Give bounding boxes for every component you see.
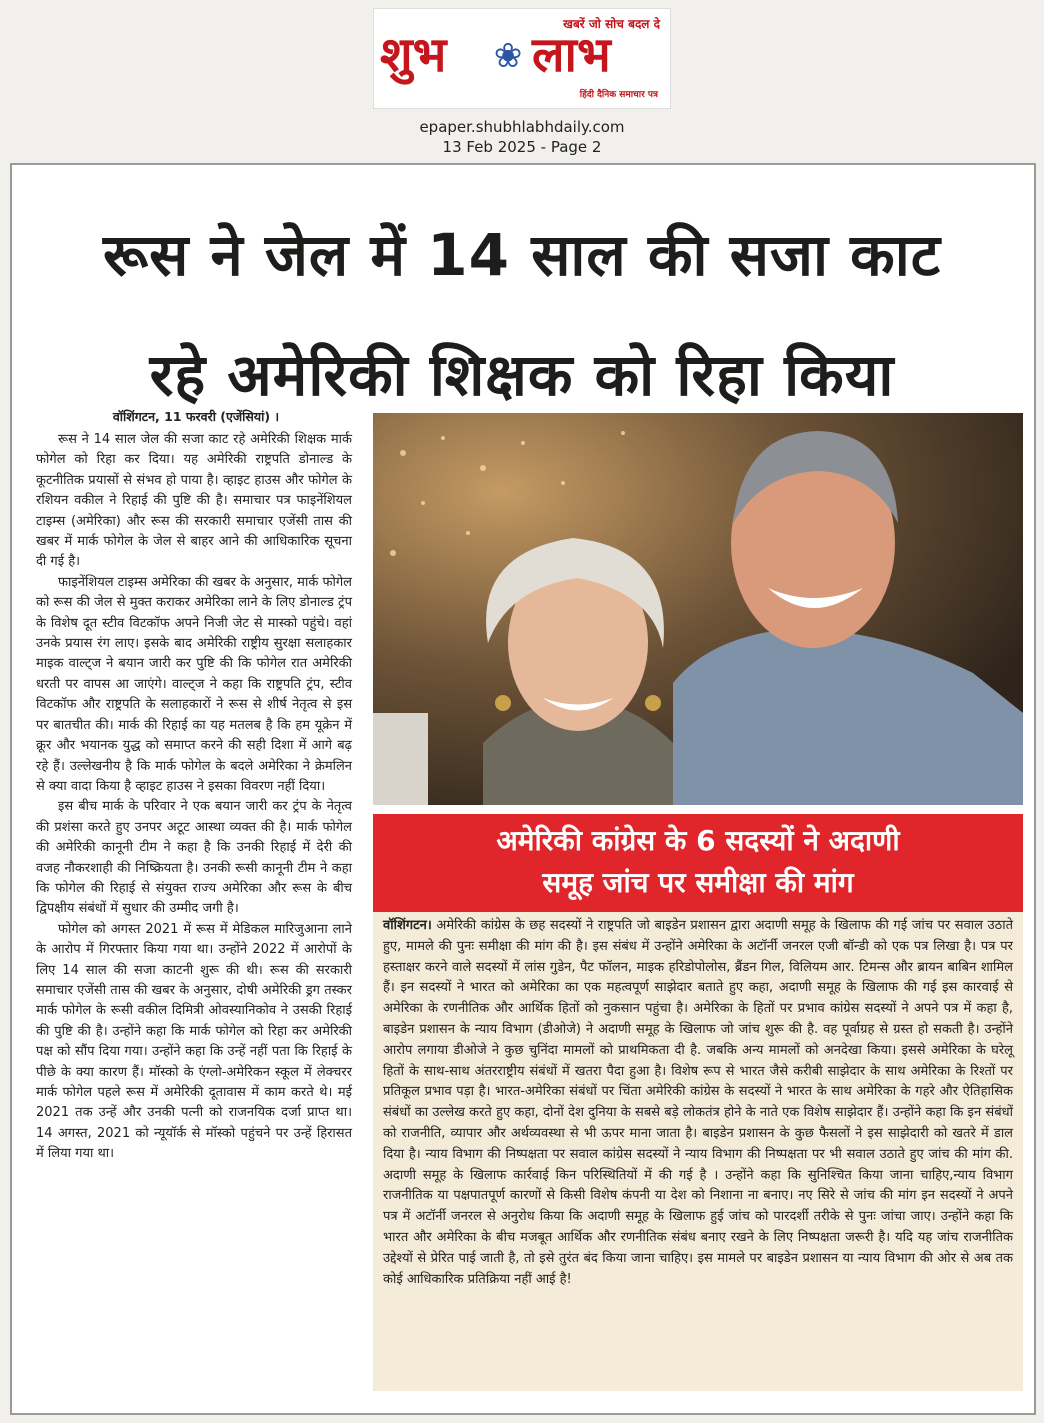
article-body xyxy=(36,430,352,1165)
epaper-url: epaper.shubhlabhdaily.com xyxy=(419,118,625,136)
logo-text-shubh: शुभ xyxy=(380,27,447,83)
article-paragraph: फाइनेंशियल टाइम्स अमेरिका की खबर के अनुसार, मार्क फोगेल को रूस की जेल से मुक्त कराकर अमेरिका लाने के लिए डोनाल्ड ट्रंप के विशेष दूत स्टीव विटकॉफ अपने निजी जेट से मास्को पहुंचे। वहां उनके प्रयास रंग लाए। इसके बाद अमेरिकी राष्ट्रीय सुरक्षा सलाहकार माइक वाल्ट्ज ने बयान जारी कर पुष्टि की कि फोगेल रात अमेरिकी धरती पर वापस आ जाएंगे। वाल्ट्ज ने कहा कि राष्ट्रपति ट्रंप, स्टीव विटकॉफ और राष्ट्रपति के सलाहकारों ने रूस से शीर्ष नेतृत्व से इस पर बातचीत की। मार्क की रिहाई का यह मतलब है कि हम यूक्रेन में क्रूर और भयानक युद्ध को समाप्त करने की सही दिशा में आगे बढ़ रहे हैं। उल्लेखनीय है कि मार्क फोगेल के बदले अमेरिका ने क्रेमलिन से क्या वादा किया है व्हाइट हाउस ने इसका विवरण नहीं दिया। xyxy=(36,574,352,794)
edition-date-page: 13 Feb 2025 - Page 2 xyxy=(442,138,602,156)
second-headline-line-1: अमेरिकी कांग्रेस के 6 सदस्यों ने अदाणी xyxy=(496,824,900,857)
news-photo xyxy=(373,413,1023,805)
article-paragraph: इस बीच मार्क के परिवार ने एक बयान जारी कर ट्रंप के नेतृत्व की प्रशंसा करते हुए उनपर अटूट आस्था व्यक्त की है। मार्क फोगेल की अमेरिकी कानूनी टीम ने कहा है कि उनकी रिहाई में देरी की वजह नौकरशाही की निष्क्रियता है। उनकी रूसी कानूनी टीम ने कहा कि फोगेल की रिहाई से संयुक्त राज्य अमेरिका और रूस के बीच द्विपक्षीय संबंधों में सुधार की उम्मीद जगी है। xyxy=(36,799,352,917)
second-article-text: अमेरिकी कांग्रेस के छह सदस्यों ने राष्ट्रपति जो बाइडेन प्रशासन द्वारा अदाणी समूह के खिलाफ की गई जांच पर सवाल उठाते हुए, मामले की पुनः समीक्षा की मांग की है। इस संबंध में उन्होंने अमेरिका के अटॉर्नी जनरल एजी बॉन्डी को एक पत्र लिखा है। पत्र पर हस्ताक्षर करने वाले सदस्यों में लांस गुडेन, पैट फॉलन, माइक हरिडोपोलोस, ब्रैंडन गिल, विलियम आर. टिमन्स और ब्रायन बाबिन शामिल हैं। इन सदस्यों ने भारत को अमेरिका का एक महत्वपूर्ण साझेदार बताते हुए कहा, अदाणी समूह के खिलाफ की गई इस कारवाई से अमेरिका के रणनीतिक और आर्थिक हितों को नुकसान पहुंचा है। अमेरिका के हितों पर प्रभाव कांग्रेस सदस्यों ने अपने पत्र में कहा है, बाइडेन प्रशासन के न्याय विभाग (डीओजे) ने अदाणी समूह के खिलाफ जो जांच शुरू की है. वह पूर्वाग्रह से ग्रस्त हो सकती है। उन्होंने आरोप लगाया डीओजे ने कुछ चुनिंदा मामलों को प्राथमिकता दी है. जबकि अन्य मामलों को अनदेखा किया। इससे अमेरिका के घरेलू हितों के साथ-साथ अंतरराष्ट्रीय संबंधों में खतरा पैदा हुआ है। विशेष रूप से भारत जैसे करीबी साझेदार के साथ अमेरिका के रिश्तों पर प्रतिकूल प्रभाव पड़ा है। भारत-अमेरिका संबंधों पर चिंता अमेरिकी कांग्रेस के सदस्यों ने भारत के साथ अमेरिका के गहरे और ऐतिहासिक संबंधों का उल्लेख करते हुए कहा, दोनों देश दुनिया के सबसे बड़े लोकतंत्र होने के नाते एक विशेष साझेदार हैं। उन्होंने कहा कि इन संबंधों को राजनीति, व्यापार और अर्थव्यवस्था से भी ऊपर माना जाता है। बाइडेन प्रशासन के कुछ फैसलों ने इस साझेदारी को खतरे में डाल दिया है। न्याय विभाग की निष्पक्षता पर सवाल कांग्रेस सदस्यों ने न्याय विभाग की निष्पक्षता पर भी सवाल उठाते हुए जांच की मांग की. अदाणी समूह के खिलाफ कार्रवाई किन परिस्थितियों में की गई है । उन्होंने कहा कि सुनिश्चित किया जाना चाहिए,न्याय विभाग राजनीतिक या पक्षपातपूर्ण कारणों से किसी विशेष कंपनी या देश को निशाना ना बनाए। नए सिरे से जांच की मांग इन सदस्यों ने अपने पत्र में अटॉर्नी जनरल से अनुरोध किया कि अदाणी समूह के खिलाफ हुई जांच को पारदर्शी तरीके से पुनः जांचा जाए। उन्होंने कहा कि भारत और अमेरिका के बीच मजबूत आर्थिक और रणनीतिक संबंध बनाए रखने के लिए निष्पक्षता जरूरी है। यदि यह जांच राजनीतिक उद्देश्यों से प्रेरित पाई जाती है, तो इसे तुरंत बंद किया जाना चाहिए। इस मामले पर बाइडेन प्रशासन या न्याय विभाग की ओर से अब तक कोई आधिकारिक प्रतिक्रिया नहीं आई है! xyxy=(383,918,1014,1287)
second-article-dateline: वॉशिंगटन। xyxy=(383,918,432,933)
logo-text-labh: लाभ xyxy=(532,27,611,83)
ganesh-icon: ❀ xyxy=(493,36,523,76)
headline-line-1: रूस ने जेल में 14 साल की सजा काट xyxy=(103,221,941,289)
article-paragraph: रूस ने 14 साल जेल की सजा काट रहे अमेरिकी शिक्षक मार्क फोगेल को रिहा कर दिया। यह अमेरिकी राष्ट्रपति डोनाल्ड के कूटनीतिक प्रयासों से संभव हो पाया है। व्हाइट हाउस और फोगेल के रशियन वकील ने रिहाई की पुष्टि की है। समाचार पत्र फाइनेंशियल टाइम्स (अमेरिका) और रूस की सरकारी समाचार एजेंसी तास की खबर में मार्क फोगेल के जेल से बाहर आने की आधिकारिक सूचना दी गई है। xyxy=(36,432,352,570)
headline-line-2: रहे अमेरिकी शिक्षक को रिहा किया xyxy=(149,341,895,409)
article-paragraph: फोगेल को अगस्त 2021 में रूस में मेडिकल मारिजुआना लाने के आरोप में गिरफ्तार किया गया था। उन्होंने 2022 में आरोपों के लिए 14 साल की सजा काटनी शुरू की थी। रूस की सरकारी समाचार एजेंसी तास की खबर के अनुसार, दोषी अमेरिकी ड्रग तस्कर मार्क फोगेल के रूसी वकील दिमित्री ओवस्यानिकोव ने उसकी रिहाई की पुष्टि की है। उन्होंने कहा कि मार्क फोगेल को रिहा कर अमेरिकी पक्ष को सौंप दिया गया। उन्होंने कहा कि उन्हें नहीं पता कि रिहाई के पीछे के क्या कारण हैं। मॉस्को के एंग्लो-अमेरिकन स्कूल में लेक्चरर मार्क फोगेल पहले रूस में अमेरिकी दूतावास में काम करते थे। मई 2021 तक उन्हें और उनकी पत्नी को राजनयिक दर्जा प्राप्त था। 14 अगस्त, 2021 को न्यूयॉर्क से मॉस्को पहुंचने पर उन्हें हिरासत में लिया गया था। xyxy=(36,921,352,1162)
photo-illustration xyxy=(373,413,1023,805)
second-article-headline xyxy=(373,814,1023,912)
masthead-tagline: खबरें जो सोच बदल दे xyxy=(563,17,660,31)
second-article-body xyxy=(373,912,1023,1391)
dateline: वॉशिंगटन, 11 फरवरी (एजेंसियां) । xyxy=(112,409,280,424)
main-headline xyxy=(22,195,1022,435)
newspaper-masthead xyxy=(373,8,671,109)
masthead-subtagline: हिंदी दैनिक समाचार पत्र xyxy=(579,90,658,100)
second-headline-line-2: समूह जांच पर समीक्षा की मांग xyxy=(542,866,854,899)
